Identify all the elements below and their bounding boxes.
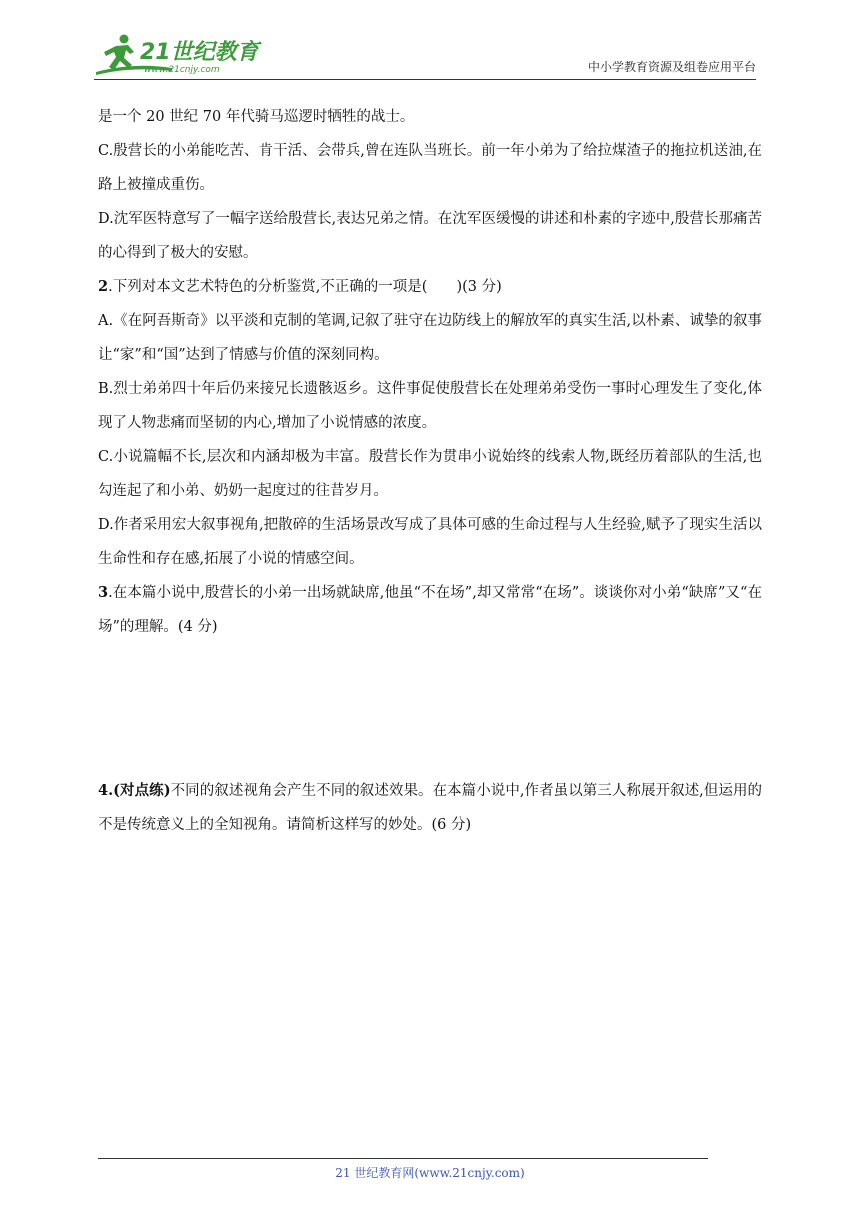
- question-4: [98, 774, 762, 842]
- option-d: D.沈军医特意写了一幅字送给殷营长,表达兄弟之情。在沈军医缓慢的讲述和朴素的字迹中,殷营长那痛苦的心得到了极大的安慰。: [98, 211, 762, 261]
- question-number: 3: [98, 584, 109, 601]
- document-body: [98, 100, 762, 842]
- question-tag: .(对点练): [108, 782, 171, 799]
- option-c: C.殷营长的小弟能吃苦、肯干活、会带兵,曾在连队当班长。前一年小弟为了给拉煤渣子的拖拉机送油,在路上被撞成重伤。: [98, 143, 762, 193]
- svg-text:21世纪教育: 21世纪教育: [140, 40, 259, 65]
- svg-text:www.21cnjy.com: www.21cnjy.com: [144, 65, 220, 75]
- header-divider: [94, 79, 756, 80]
- question-2: [98, 270, 762, 304]
- question-text: 不同的叙述视角会产生不同的叙述效果。在本篇小说中,作者虽以第三人称展开叙述,但运用的不是传统意义上的全知视角。请简析这样写的妙处。(6 分): [98, 783, 762, 833]
- footer-link[interactable]: 21 世纪教育网(www.21cnjy.com): [335, 1166, 525, 1180]
- question-2-option-d: D.作者采用宏大叙事视角,把散碎的生活场景改写成了具体可感的生命过程与人生经验,赋予了现实生活以生命性和存在感,拓展了小说的情感空间。: [98, 517, 762, 567]
- question-2-option-c: C.小说篇幅不长,层次和内涵却极为丰富。殷营长作为贯串小说始终的线索人物,既经历着部队的生活,也勾连起了和小弟、奶奶一起度过的往昔岁月。: [98, 449, 762, 499]
- question-2-option-a: A.《在阿吾斯奇》以平淡和克制的笔调,记叙了驻守在边防线上的解放军的真实生活,以朴素、诚挚的叙事让“家”和“国”达到了情感与价值的深刻同构。: [98, 313, 762, 363]
- platform-name: 中小学教育资源及组卷应用平台: [587, 60, 756, 74]
- question-text: .下列对本文艺术特色的分析鉴赏,不正确的一项是( )(3 分): [108, 279, 502, 295]
- page-header: [94, 28, 756, 80]
- question-3: [98, 576, 762, 644]
- footer-divider: [98, 1158, 708, 1159]
- answer-space: [98, 644, 762, 774]
- question-2-option-b: B.烈士弟弟四十年后仍来接兄长遗骸返乡。这件事促使殷营长在处理弟弟受伤一事时心理发生了变化,体现了人物悲痛而坚韧的内心,增加了小说情感的浓度。: [98, 381, 762, 431]
- question-number: 4: [98, 782, 109, 799]
- question-text: .在本篇小说中,殷营长的小弟一出场就缺席,他虽“不在场”,却又常常“在场”。谈谈你对小弟“缺席”又“在场”的理解。(4 分): [98, 585, 762, 635]
- question-number: 2: [98, 278, 109, 295]
- paragraph-continuation: 是一个 20 世纪 70 年代骑马巡逻时牺牲的战士。: [98, 109, 415, 125]
- site-logo[interactable]: [94, 32, 264, 76]
